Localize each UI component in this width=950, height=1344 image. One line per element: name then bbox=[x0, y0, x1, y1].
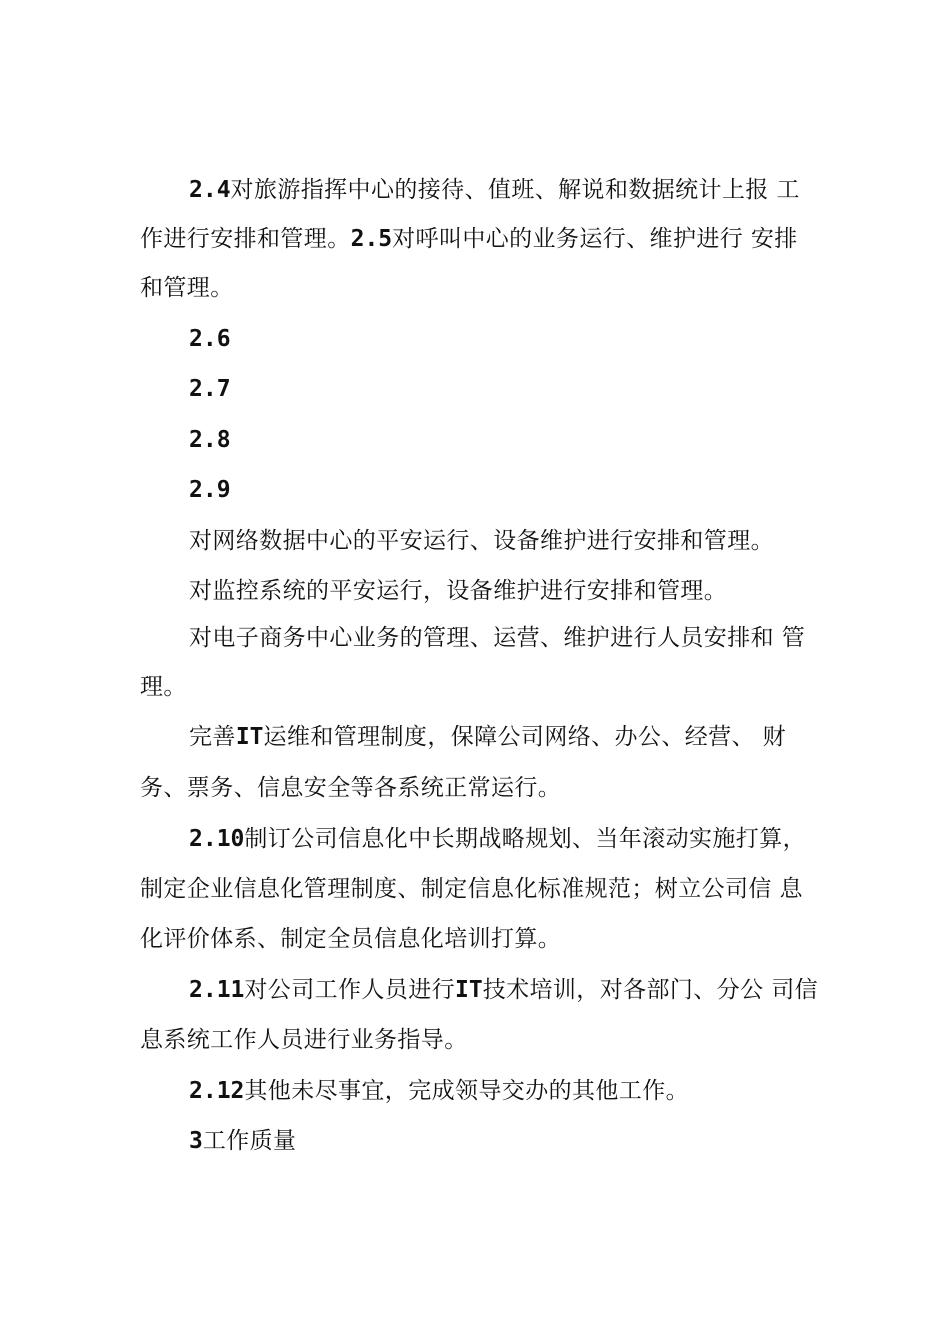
para-ecommerce-line-2: 理。 bbox=[140, 674, 187, 700]
section-heading-3 bbox=[189, 1126, 296, 1156]
para-2-4-line-2 bbox=[140, 224, 798, 254]
item-number: 2.10 bbox=[189, 826, 245, 852]
list-number-2-8: 2.8 bbox=[189, 427, 231, 453]
para-it-line-2: 务、票务、信息安全等各系统正常运行。 bbox=[140, 775, 562, 801]
para-2-10-line-1 bbox=[189, 824, 806, 854]
para-text: 作进行安排和管理。 bbox=[140, 226, 351, 252]
item-number: 2.11 bbox=[189, 977, 245, 1003]
list-number-2-9: 2.9 bbox=[189, 477, 231, 503]
para-text: 完善 bbox=[189, 724, 236, 750]
item-number: 2.12 bbox=[189, 1078, 245, 1104]
para-2-11-line-2: 息系统工作人员进行业务指导。 bbox=[140, 1027, 468, 1053]
list-item-network: 对网络数据中心的平安运行、设备维护进行安排和管理。 bbox=[189, 528, 774, 554]
para-ecommerce-line-1: 对电子商务中心业务的管理、运营、维护进行人员安排和 管 bbox=[189, 625, 806, 651]
para-2-11-line-1 bbox=[189, 975, 818, 1005]
para-2-4-line-3: 和管理。 bbox=[140, 275, 234, 301]
para-text: 对呼叫中心的业务运行、维护进行 安排 bbox=[392, 226, 798, 252]
para-2-4-line-1 bbox=[189, 175, 800, 205]
para-2-10-line-2: 制定企业信息化管理制度、制定信息化标准规范；树立公司信 息 bbox=[140, 876, 803, 902]
para-2-12 bbox=[189, 1076, 689, 1106]
list-item-monitoring: 对监控系统的平安运行，设备维护进行安排和管理。 bbox=[189, 578, 728, 604]
it-term: IT bbox=[235, 724, 264, 750]
item-number: 2.5 bbox=[350, 226, 393, 252]
para-text: 对旅游指挥中心的接待、值班、解说和数据统计上报 工 bbox=[230, 177, 800, 203]
list-number-2-6: 2.6 bbox=[189, 326, 231, 352]
section-title: 工作质量 bbox=[202, 1128, 297, 1154]
para-2-10-line-3: 化评价体系、制定全员信息化培训打算。 bbox=[140, 926, 562, 952]
section-number: 3 bbox=[189, 1128, 203, 1154]
it-term: IT bbox=[455, 977, 483, 1003]
list-number-2-7: 2.7 bbox=[189, 376, 231, 402]
para-it-line-1 bbox=[189, 722, 786, 752]
para-text: 制订公司信息化中长期战略规划、当年滚动实施打算， bbox=[244, 826, 806, 852]
para-text: 运维和管理制度，保障公司网络、办公、经营、 财 bbox=[263, 724, 787, 750]
item-number: 2.4 bbox=[189, 177, 231, 203]
para-text: 其他未尽事宜，完成领导交办的其他工作。 bbox=[244, 1078, 689, 1104]
para-text: 技术培训，对各部门、分公 司信 bbox=[482, 977, 819, 1003]
para-text: 对公司工作人员进行 bbox=[244, 977, 455, 1003]
